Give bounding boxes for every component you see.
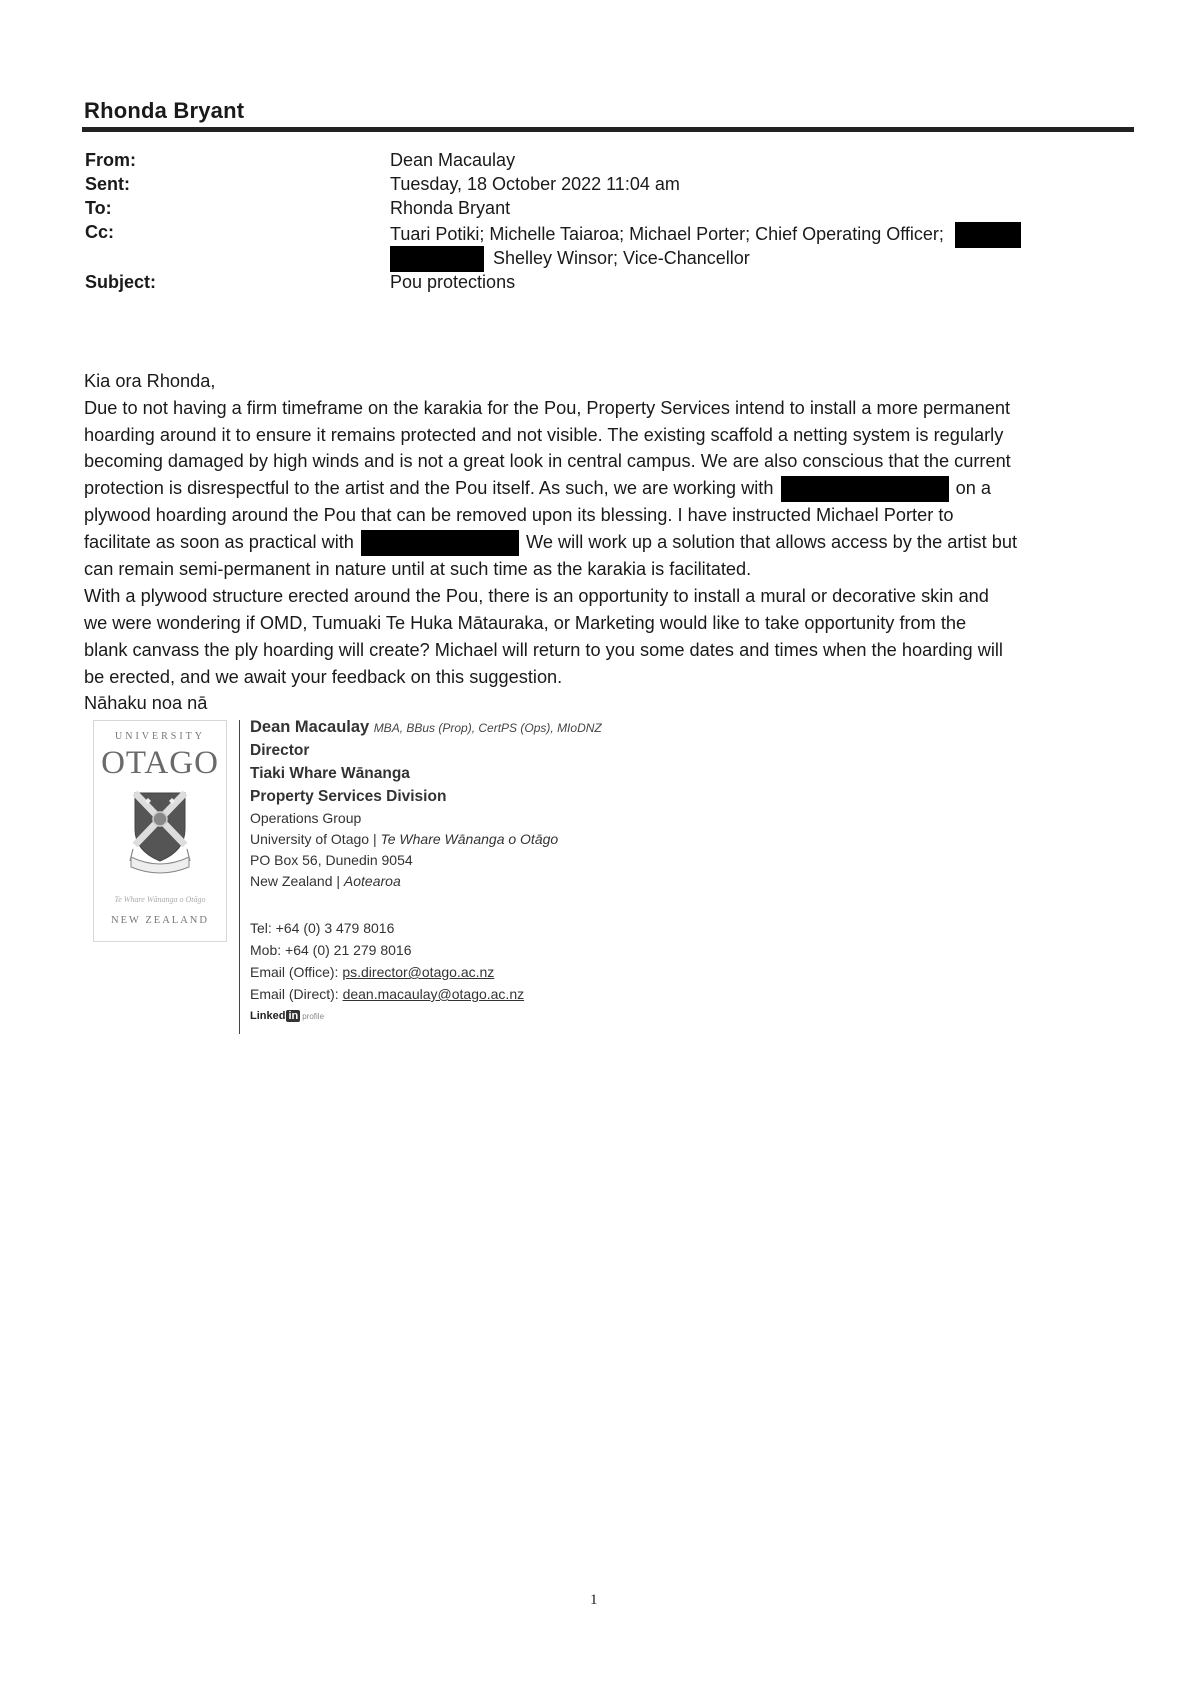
signature-email-direct-line	[250, 986, 524, 1002]
header-rule	[82, 127, 1134, 132]
cc-value-line2	[390, 246, 750, 272]
body-line	[84, 529, 1144, 556]
redaction-box	[361, 530, 519, 556]
logo-otago-text: OTAGO	[101, 745, 219, 781]
body-line: hoarding around it to ensure it remains protected and not visible. The existing scaffold a netting system is regularly	[84, 424, 1004, 445]
body-line: Due to not having a firm timeframe on the karakia for the Pou, Property Services intend to install a more permanent	[84, 397, 1010, 418]
cc-label: Cc:	[85, 222, 115, 242]
greeting: Kia ora Rhonda,	[84, 371, 216, 391]
page-number: 1	[590, 1592, 598, 1608]
email-office-label: Email (Office):	[250, 964, 339, 980]
signature-country-maori: Aotearoa	[343, 873, 401, 889]
sent-value: Tuesday, 18 October 2022 11:04 am	[390, 174, 680, 194]
body-line-text: on a	[955, 478, 991, 499]
body-line: can remain semi-permanent in nature until at such time as the karakia is facilitated.	[84, 559, 752, 580]
university-logo	[93, 720, 227, 942]
signature-tel: Tel: +64 (0) 3 479 8016	[250, 920, 395, 936]
signature-divider	[239, 720, 240, 1034]
signature-country-line: New Zealand | Aotearoa	[250, 873, 401, 889]
body-line: we were wondering if OMD, Tumuaki Te Huka Mātauraka, or Marketing would like to take opportunity from the	[84, 612, 967, 633]
linkedin-icon: in	[288, 1010, 299, 1022]
signature-qualifications: MBA, BBus (Prop), CertPS (Ops), MIoDNZ	[373, 721, 602, 735]
cc-recipients-text-2: Shelley Winsor; Vice-Chancellor	[493, 247, 750, 268]
to-value: Rhonda Bryant	[390, 198, 511, 218]
signature-university: University of Otago	[250, 831, 370, 847]
sent-label: Sent:	[85, 174, 130, 194]
email-office-link[interactable]: ps.director@otago.ac.nz	[342, 964, 495, 980]
body-line: be erected, and we await your feedback on this suggestion.	[84, 666, 563, 687]
signature-group: Operations Group	[250, 810, 362, 826]
signature-name: Dean Macaulay	[250, 718, 370, 736]
body-line-text: protection is disrespectful to the artist and the Pou itself. As such, we are working with	[84, 478, 774, 499]
signature-university-maori: Te Whare Wānanga o Otāgo	[380, 831, 559, 847]
body-line: With a plywood structure erected around the Pou, there is an opportunity to install a mural or decorative skin and	[84, 586, 989, 607]
signature-name-line	[250, 718, 602, 737]
signature-email-office-line	[250, 964, 494, 980]
signature-university-line: University of Otago | Te Whare Wānanga o Otāgo	[250, 831, 559, 847]
body-line: plywood hoarding around the Pou that can be removed upon its blessing. I have instructed Michael Porter to	[84, 505, 954, 526]
linkedin-text: Linked	[250, 1010, 286, 1022]
from-value: Dean Macaulay	[390, 150, 516, 170]
signature-po-box: PO Box 56, Dunedin 9054	[250, 852, 413, 868]
redaction-box	[955, 222, 1021, 248]
linkedin-profile-text: profile	[302, 1012, 325, 1021]
signature-division: Property Services Division	[250, 788, 447, 805]
to-label: To:	[85, 198, 112, 218]
email-direct-link[interactable]: dean.macaulay@otago.ac.nz	[342, 986, 525, 1002]
mailbox-owner-name: Rhonda Bryant	[84, 98, 245, 123]
email-direct-label: Email (Direct):	[250, 986, 339, 1002]
body-line-text: We will work up a solution that allows access by the artist but	[526, 532, 1017, 553]
signoff: Nāhaku noa nā	[84, 693, 208, 714]
body-line: blank canvass the ply hoarding will create? Michael will return to you some dates and times when the hoarding will	[84, 639, 1003, 660]
logo-maori-name: Te Whare Wānanga o Otāgo	[114, 895, 206, 904]
email-body	[84, 368, 1144, 717]
redaction-box	[390, 246, 484, 272]
redaction-box	[781, 476, 949, 502]
body-line	[84, 475, 1144, 502]
cc-recipients-text: Tuari Potiki; Michelle Taiaroa; Michael Porter; Chief Operating Officer;	[390, 223, 944, 244]
body-line: becoming damaged by high winds and is not a great look in central campus. We are also conscious that the current	[84, 451, 1011, 472]
from-label: From:	[85, 150, 136, 170]
cc-value-line1	[390, 222, 1021, 248]
signature-country: New Zealand	[250, 873, 333, 889]
subject-label: Subject:	[85, 272, 157, 292]
subject-value: Pou protections	[390, 272, 516, 292]
signature-maori-division: Tiaki Whare Wānanga	[250, 765, 410, 782]
body-line-text: facilitate as soon as practical with	[84, 532, 354, 553]
logo-country: NEW ZEALAND	[111, 915, 209, 926]
signature-mob: Mob: +64 (0) 21 279 8016	[250, 942, 412, 958]
logo-university-text: UNIVERSITY	[115, 731, 205, 742]
signature-title: Director	[250, 742, 310, 759]
linkedin-profile-link[interactable]	[250, 1010, 324, 1022]
university-crest-icon	[127, 789, 193, 881]
